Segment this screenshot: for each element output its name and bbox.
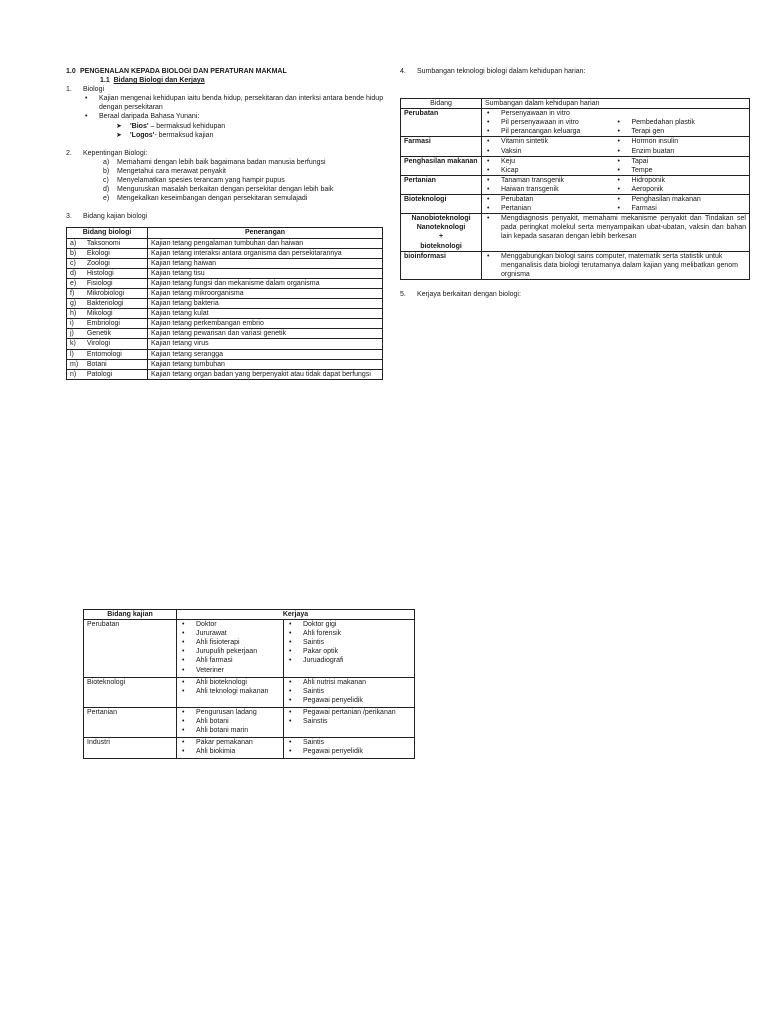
- table-row: [67, 339, 383, 349]
- table-row: [401, 195, 750, 214]
- list-item: • Hormon insulin: [616, 137, 747, 146]
- list-item: • Ahli farmasi: [180, 656, 280, 665]
- list-item: • Pegawai pertanian /perikanan: [287, 708, 411, 717]
- table-row: [401, 109, 750, 137]
- row-letter: c): [67, 258, 84, 268]
- list-item: • Saintis: [287, 638, 411, 647]
- list-item: • Pertanian: [485, 204, 616, 213]
- table-row: [84, 738, 415, 759]
- list-item: • Tanaman transgenik: [485, 176, 616, 185]
- list-item: • Perubatan: [485, 195, 616, 204]
- table-row: [84, 677, 415, 707]
- list-item: • Enzim buatan: [616, 147, 747, 156]
- field-description: Kajian tetang pengalaman tumbuhan dan haiwan: [148, 238, 383, 248]
- section-biologi: 1. Biologi • Kajian mengenai kehidupan iaitu benda hidup, persekitaran dan interksi antara bende hidup dengan persekitaran • Beraal daripada Bahasa Yunani: ➤ 'Bios' – bermaksud kehidupan ➤ 'Logos'- bermaksud kajian: [66, 85, 384, 140]
- section-bidang-kajian: 3. Bidang kajian biologi: [66, 213, 148, 221]
- field-description: Kajian tetang perkembangan embrio: [148, 319, 383, 329]
- field-description: Kajian tetang pewarisan dan variasi genetik: [148, 329, 383, 339]
- list-item: b) Mengetahui cara merawat penyakit: [103, 167, 226, 175]
- table-row: [67, 349, 383, 359]
- section-kerjaya: 5. Kerjaya berkaitan dengan biologi:: [400, 290, 521, 298]
- table-row: [401, 156, 750, 175]
- field-description: Kajian tetang mikroorganisma: [148, 288, 383, 298]
- left-column: [66, 67, 384, 380]
- list-item: • Ahli biokimia: [180, 747, 280, 756]
- list-item: • Vitamin sintetik: [485, 137, 616, 146]
- list-item: • Sainstis: [287, 717, 411, 726]
- list-item: • Kajian mengenai kehidupan iaitu benda hidup, persekitaran dan interksi antara bende hidup dengan persekitaran: [83, 94, 384, 112]
- field-name: Farmasi: [401, 137, 482, 156]
- list-item: • Veteriner: [180, 666, 280, 675]
- table-row: [67, 369, 383, 379]
- field-description: Kajian tetang serangga: [148, 349, 383, 359]
- list-item: • Pegawai penyelidik: [287, 747, 411, 756]
- table-row: [67, 248, 383, 258]
- table-header-row: Bidang Sumbangan dalam kehidupan harian: [401, 99, 750, 109]
- kerjaya-table: [83, 609, 415, 759]
- list-item: • Persenyawaan in vitro: [485, 109, 616, 118]
- list-item: • Ahli fisioterapi: [180, 638, 280, 647]
- list-item: • Saintis: [287, 738, 411, 747]
- row-letter: j): [67, 329, 84, 339]
- table-row: [67, 278, 383, 288]
- field-name: Bioteknologi: [401, 195, 482, 214]
- table-row: [67, 299, 383, 309]
- field-description: Kajian tetang kulat: [148, 309, 383, 319]
- sub-heading: 1.1 Bidang Biologi dan Kerjaya: [100, 77, 205, 85]
- list-item: • Ahli teknologi makanan: [180, 687, 280, 696]
- list-item: • Penghasilan makanan: [616, 195, 747, 204]
- field-name: Taksonomi: [84, 238, 148, 248]
- row-letter: d): [67, 268, 84, 278]
- list-item: • Aeroponik: [616, 185, 747, 194]
- row-letter: k): [67, 339, 84, 349]
- table-row: [67, 288, 383, 298]
- field-name: Bioteknologi: [84, 677, 177, 707]
- table-row: [67, 258, 383, 268]
- list-item: • Terapi gen: [616, 127, 747, 136]
- list-item: • Pil persenyawaan in vitro: [485, 118, 616, 127]
- field-name: Perubatan: [401, 109, 482, 137]
- list-item: • Ahli botani marin: [180, 726, 280, 735]
- list-item: • Keju: [485, 157, 616, 166]
- table-row: [67, 309, 383, 319]
- table-row: [84, 620, 415, 678]
- field-name: Zoologi: [84, 258, 148, 268]
- field-name: Histologi: [84, 268, 148, 278]
- list-item: • Kicap: [485, 166, 616, 175]
- table-row: [67, 268, 383, 278]
- row-letter: g): [67, 299, 84, 309]
- list-item: e) Mengekalkan keseimbangan dengan persekitaran semulajadi: [103, 195, 308, 203]
- table-row: [401, 137, 750, 156]
- table-row: Nanobioteknologi Nanoteknologi + bioteknologi • Mengdiagnosis penyakit, memahami mekanisme penyakit dan Tindakan sel pada peringkat molekul serta menyampaikan ubat-ubatan, vaksin dan bahan lain kepada sasaran dengan lebih berkesan: [401, 214, 750, 251]
- field-name: Fisiologi: [84, 278, 148, 288]
- list-item: • Haiwan transgenik: [485, 185, 616, 194]
- list-item: • Juruadiografi: [287, 656, 411, 665]
- field-name: Embriologi: [84, 319, 148, 329]
- arrow-bullet-icon: ➤: [116, 122, 122, 130]
- row-letter: n): [67, 369, 84, 379]
- greek-item: ➤ 'Logos'- bermaksud kajian: [116, 131, 214, 139]
- field-description: Kajian tetang bakteria: [148, 299, 383, 309]
- field-name: Ekologi: [84, 248, 148, 258]
- list-item: d) Menguruskan masalah berkaitan dengan persekitar dengan lebih baik: [103, 186, 334, 194]
- table-row: [67, 319, 383, 329]
- list-item: • Tapai: [616, 157, 747, 166]
- table-row: [67, 238, 383, 248]
- field-name: Botani: [84, 359, 148, 369]
- list-item: • Pakar pemakanan: [180, 738, 280, 747]
- field-name: Mikrobiologi: [84, 288, 148, 298]
- row-letter: e): [67, 278, 84, 288]
- row-letter: b): [67, 248, 84, 258]
- table-header-row: Bidang biologi Penerangan: [67, 228, 383, 238]
- bidang-biologi-table: [66, 227, 383, 379]
- row-letter: i): [67, 319, 84, 329]
- list-item: • Ahli botani: [180, 717, 280, 726]
- field-description: Kajian tetang haiwan: [148, 258, 383, 268]
- field-description: Kajian tetang tumbuhan: [148, 359, 383, 369]
- row-letter: m): [67, 359, 84, 369]
- row-letter: l): [67, 349, 84, 359]
- field-description: Kajian tetang tisu: [148, 268, 383, 278]
- field-name: Mikologi: [84, 309, 148, 319]
- section-sumbangan: 4. Sumbangan teknologi biologi dalam kehidupan harian:: [400, 68, 586, 75]
- field-description: Kajian tetang interaksi antara organisma dan persekitarannya: [148, 248, 383, 258]
- sumbangan-table: [400, 98, 750, 280]
- list-item: • Beraal daripada Bahasa Yunani:: [83, 112, 384, 121]
- list-item: • Ahli nutrisi makanan: [287, 678, 411, 687]
- list-item: • Tempe: [616, 166, 747, 175]
- list-item: • Hidroponik: [616, 176, 747, 185]
- list-item: • Pembedahan plastik: [616, 118, 747, 127]
- list-item: • Ahli forensik: [287, 629, 411, 638]
- table-row: [67, 329, 383, 339]
- field-description: Kajian tetang organ badan yang berpenyakit atau tidak dapat berfungsi: [148, 369, 383, 379]
- list-item: c) Menyelamatkan spesies terancam yang hampir pupus: [103, 177, 285, 185]
- biologi-bullets: [83, 94, 384, 121]
- table-row: [401, 175, 750, 194]
- main-heading: 1.0 PENGENALAN KEPADA BIOLOGI DAN PERATURAN MAKMAL: [66, 68, 287, 75]
- field-name: Industri: [84, 738, 177, 759]
- list-item: • Pakar optik: [287, 647, 411, 656]
- table-header-row: Bidang kajian Kerjaya: [84, 610, 415, 620]
- list-item: • Pengurusan ladang: [180, 708, 280, 717]
- right-column: [400, 67, 750, 299]
- field-name: Genetik: [84, 329, 148, 339]
- list-item: • Doktor: [180, 620, 280, 629]
- field-name: Perubatan: [84, 620, 177, 678]
- list-item: • Doktor gigi: [287, 620, 411, 629]
- table-row: [67, 359, 383, 369]
- list-item: • Pegawai penyelidik: [287, 696, 411, 705]
- section-kepentingan: 2. Kepentingan Biologi: a) Memahami dengan lebih baik bagaimana badan manusia berfungsi b) Mengetahui cara merawat penyakit c) Menyelamatkan spesies terancam yang hampir pupus d) Menguruskan masalah berkaitan dengan persekitar dengan lebih baik e) Mengekalkan keseimbangan dengan persekitaran semulajadi: [66, 149, 384, 204]
- field-name: Pertanian: [401, 175, 482, 194]
- list-item: • Pil perancangan keluarga: [485, 127, 616, 136]
- field-name: Virologi: [84, 339, 148, 349]
- list-item: • Menggabungkan biologi sains computer, matematik serta statistik untuk menganalisis data biologi terutamanya dalam kajian yang melibatkan genom orgnisma: [485, 252, 746, 279]
- field-description: Kajian tetang virus: [148, 339, 383, 349]
- list-item: • Saintis: [287, 687, 411, 696]
- list-item: • Vaksin: [485, 147, 616, 156]
- field-name: Entomologi: [84, 349, 148, 359]
- table-row: bioinformasi • Menggabungkan biologi sains computer, matematik serta statistik untuk menganalisis data biologi terutamanya dalam kajian yang melibatkan genom orgnisma: [401, 251, 750, 279]
- greek-item: ➤ 'Bios' – bermaksud kehidupan: [116, 122, 226, 130]
- list-item: • Farmasi: [616, 204, 747, 213]
- row-letter: f): [67, 288, 84, 298]
- row-letter: a): [67, 238, 84, 248]
- field-description: Kajian tetang fungsi dan mekanisme dalam organisma: [148, 278, 383, 288]
- field-name: Penghasilan makanan: [401, 156, 482, 175]
- field-name: Pertanian: [84, 707, 177, 737]
- list-item: • Mengdiagnosis penyakit, memahami mekanisme penyakit dan Tindakan sel pada peringkat molekul serta menyampaikan ubat-ubatan, vaksin dan bahan lain kepada sasaran dengan lebih berkesan: [485, 214, 746, 241]
- list-item: a) Memahami dengan lebih baik bagaimana badan manusia berfungsi: [103, 158, 326, 166]
- list-item: • Jururawat: [180, 629, 280, 638]
- row-letter: h): [67, 309, 84, 319]
- list-item: • Ahli bioteknologi: [180, 678, 280, 687]
- arrow-bullet-icon: ➤: [116, 131, 122, 139]
- field-name: Patologi: [84, 369, 148, 379]
- table-row: [84, 707, 415, 737]
- field-name: Bakteriologi: [84, 299, 148, 309]
- list-item: • Jurupulih pekerjaan: [180, 647, 280, 656]
